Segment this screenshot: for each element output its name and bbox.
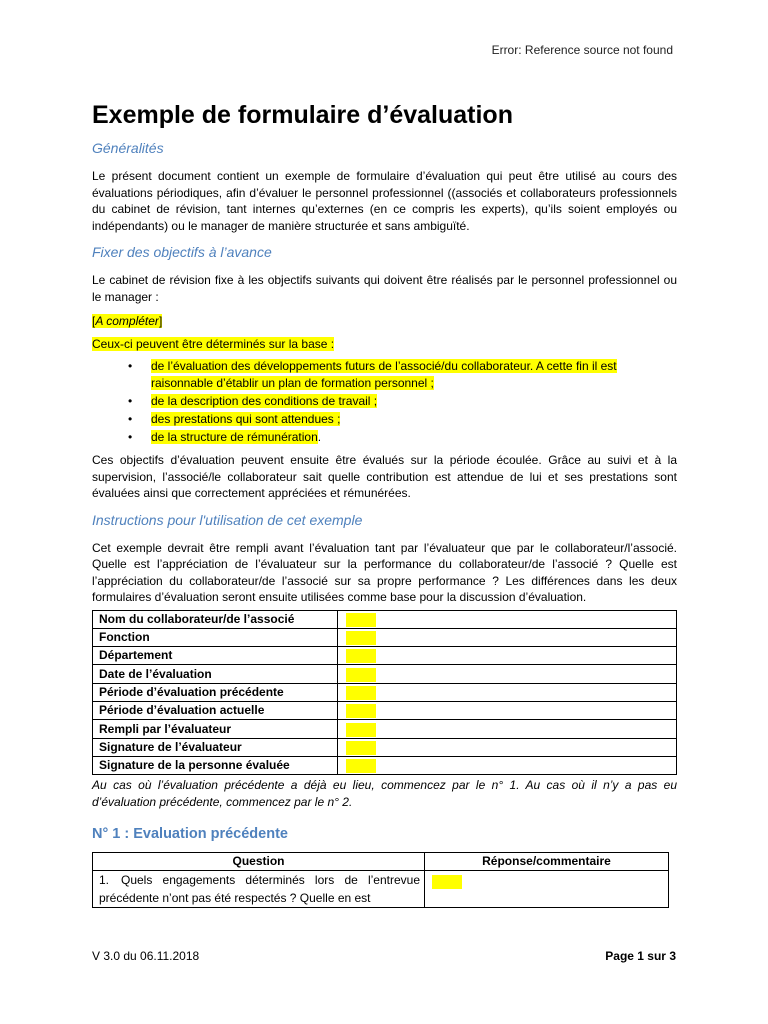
footer-page-number: Page 1 sur 3 (605, 949, 676, 963)
document-body (92, 98, 677, 908)
column-header-response: Réponse/commentaire (425, 853, 669, 871)
heading-instructions: Instructions pour l'utilisation de cet exemple (92, 511, 363, 528)
instruction-note: Au cas où l’évaluation précédente a déjà eu lieu, commencez par le n° 1. Au cas où il n’y a pas eu d’évaluation précédente, commencez par le n° 2. (92, 778, 677, 809)
bullet-icon: • (128, 359, 133, 373)
bullet-icon: • (128, 430, 133, 444)
placeholder-line (92, 313, 677, 330)
highlight-field (346, 613, 376, 627)
row-label: Nom du collaborateur/de l’associé (93, 610, 338, 628)
table-header-row (93, 853, 669, 871)
table-row (93, 628, 677, 646)
highlight-field (346, 686, 376, 700)
bullet-icon: • (128, 394, 133, 408)
placeholder-text: A compléter (95, 314, 159, 328)
list-item-text: de l’évaluation des développements futurs de l’associé/du collaborateur. A cette fin il est raisonnable d’établir un plan de formation personnel ; (151, 359, 617, 390)
table-row (93, 701, 677, 719)
row-label: Signature de l’évaluateur (93, 738, 338, 756)
question-number: 1. (99, 873, 110, 888)
column-header-question: Question (93, 853, 425, 871)
table-row (93, 610, 677, 628)
list-item-text: de la description des conditions de travail ; (151, 394, 378, 408)
list-item-text: de la structure de rémunération (151, 430, 318, 444)
table-row (93, 683, 677, 701)
list-item-suffix: . (317, 430, 322, 444)
row-label: Département (93, 647, 338, 665)
table-row (93, 756, 677, 774)
paragraph-instructions: Cet exemple devrait être rempli avant l’évaluation tant par l’évaluateur que par le collaborateur/l’associé. Quelle est l’appréciation de l’évaluateur sur la performance du collaborateur/de l’associé ? Quelle est l’appréciation du collaborateur/de l’associé sur sa propre performance ? Les différences dans les deux formulaires d’évaluation seront ensuite utilisées comme base pour la discussion d’évaluation. (92, 540, 677, 604)
response-cell[interactable] (425, 871, 669, 908)
row-label: Date de l’évaluation (93, 665, 338, 683)
base-intro: Ceux-ci peuvent être déterminés sur la base : (92, 336, 335, 351)
objectives-list (128, 358, 677, 446)
table-row (93, 720, 677, 738)
list-item (128, 429, 677, 446)
highlight-field (346, 704, 376, 718)
placeholder-bracket-open: [ (92, 314, 96, 328)
paragraph-objectifs: Le cabinet de révision fixe à les objectifs suivants qui doivent être réalisés par le personnel professionnel ou le manager : (92, 273, 677, 304)
question-cell (93, 871, 425, 908)
row-value-field[interactable] (338, 647, 677, 665)
paragraph-generalites: Le présent document contient un exemple de formulaire d’évaluation qui peut être utilisé au cours des évaluations périodiques, afin d’évaluer le personnel professionnel ((associés et collaborateurs professionnels du cabinet de révision, tant internes qu’externes (en ce compris les experts), qu’ils soient employés ou indépendants) ou le manager de manière structurée et sans ambiguïté. (92, 169, 677, 233)
highlight-field (346, 649, 376, 663)
heading-objectifs: Fixer des objectifs à l’avance (92, 244, 272, 260)
footer-version: V 3.0 du 06.11.2018 (92, 949, 200, 963)
row-label: Fonction (93, 628, 338, 646)
row-label: Signature de la personne évaluée (93, 756, 338, 774)
row-value-field[interactable] (338, 665, 677, 683)
question-answer-table (92, 852, 669, 908)
highlight-field (346, 723, 376, 737)
placeholder-bracket-close: ] (158, 314, 163, 328)
document-title: Exemple de formulaire d’évaluation (92, 101, 513, 129)
list-item (128, 358, 677, 392)
row-value-field[interactable] (338, 683, 677, 701)
row-value-field[interactable] (338, 701, 677, 719)
row-label: Rempli par l’évaluateur (93, 720, 338, 738)
list-item (128, 411, 677, 428)
row-label: Période d’évaluation précédente (93, 683, 338, 701)
row-value-field[interactable] (338, 610, 677, 628)
evaluation-info-table (92, 610, 677, 776)
highlight-field (346, 759, 376, 773)
table-row (93, 738, 677, 756)
list-item (128, 393, 677, 410)
header-reference-error: Error: Reference source not found (491, 43, 673, 57)
highlight-field (346, 741, 376, 755)
table-row (93, 665, 677, 683)
highlight-field (346, 631, 376, 645)
table-row (93, 871, 669, 908)
bullet-icon: • (128, 412, 133, 426)
heading-generalites: Généralités (92, 140, 164, 156)
highlight-field (432, 875, 462, 889)
row-value-field[interactable] (338, 628, 677, 646)
table-row (93, 647, 677, 665)
row-value-field[interactable] (338, 720, 677, 738)
question-text: Quels engagements déterminés lors de l’entrevue précédente n’ont pas été respectés ? Quelle en est (99, 873, 420, 906)
row-value-field[interactable] (338, 738, 677, 756)
base-intro-line (92, 336, 677, 353)
highlight-field (346, 668, 376, 682)
heading-n1: N° 1 : Evaluation précédente (92, 826, 288, 843)
list-item-text: des prestations qui sont attendues ; (151, 412, 341, 426)
paragraph-objectifs-closing: Ces objectifs d’évaluation peuvent ensuite être évalués sur la période écoulée. Grâce au suivi et à la supervision, l’associé/le collaborateur sait quelle contribution est attendue de lui et ses prestations sont évaluées ainsi que correctement appréciées et rémunérées. (92, 453, 677, 500)
row-value-field[interactable] (338, 756, 677, 774)
row-label: Période d’évaluation actuelle (93, 701, 338, 719)
